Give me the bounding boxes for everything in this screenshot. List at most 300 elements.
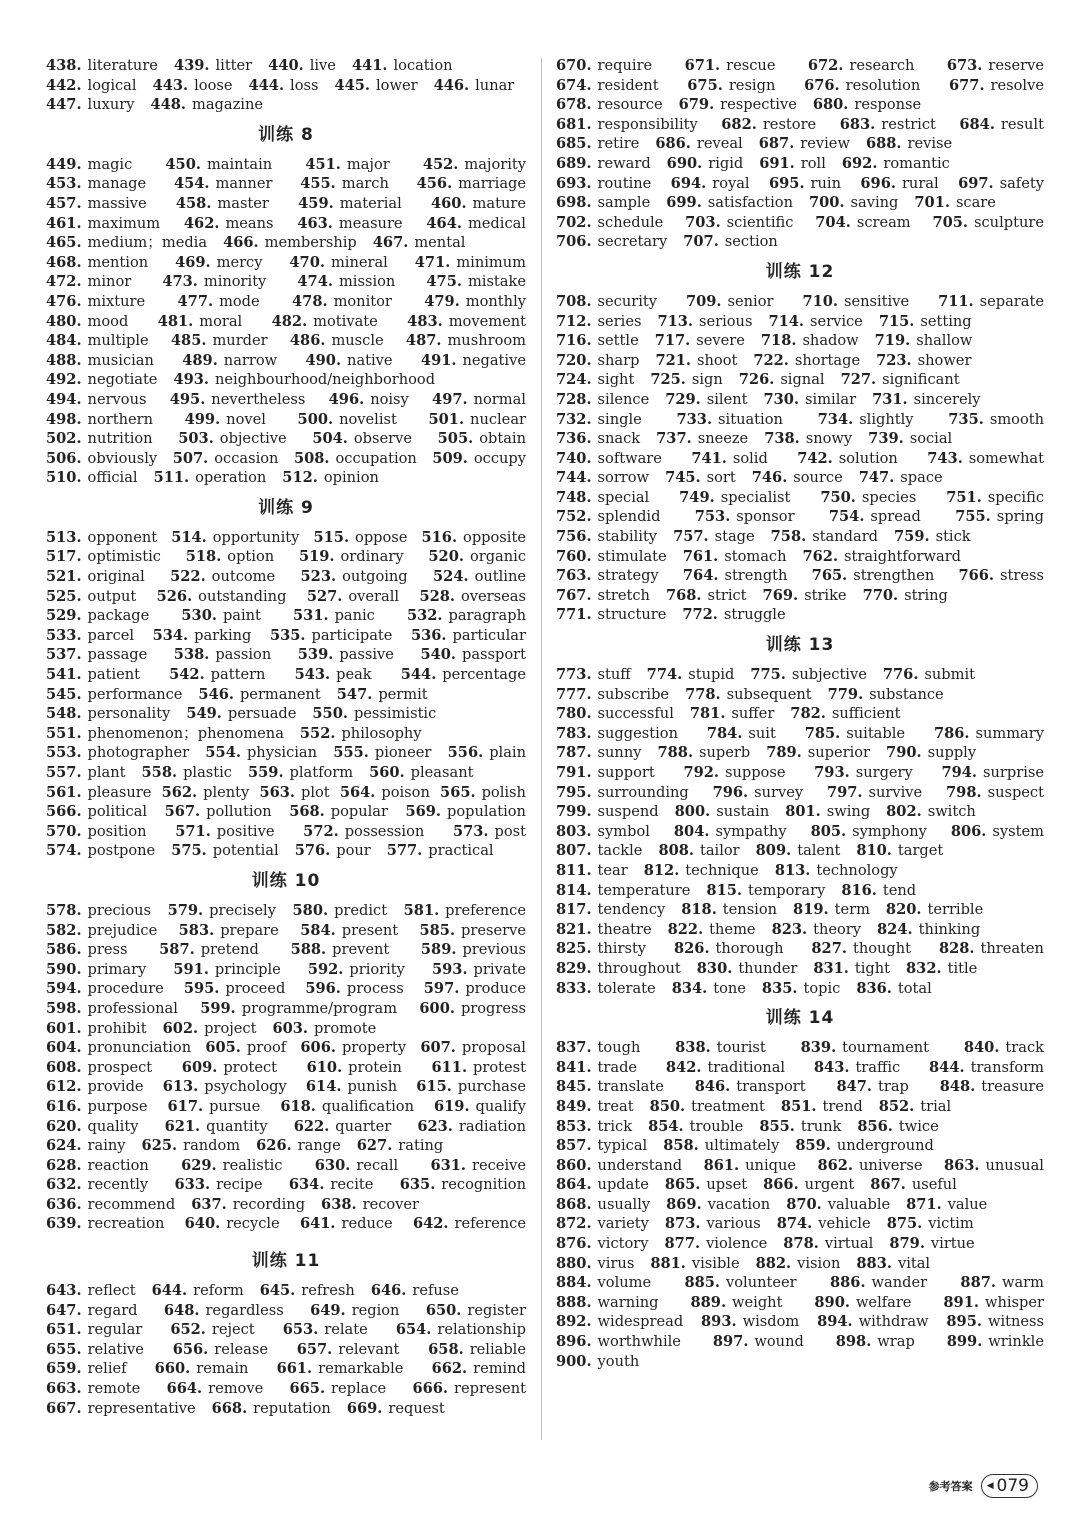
entry-number: 775. xyxy=(750,666,786,684)
vocab-entry xyxy=(811,822,927,842)
vocab-entry xyxy=(906,1195,987,1215)
vocab-entry xyxy=(763,1175,854,1195)
entry-word: tend xyxy=(882,881,917,899)
entry-number: 791. xyxy=(556,764,592,781)
entry-word: multiple xyxy=(87,332,149,350)
entry-number: 756. xyxy=(556,528,592,546)
entry-word: potential xyxy=(212,842,279,860)
entry-word: nevertheless xyxy=(211,390,306,408)
entry-word: surprise xyxy=(983,764,1044,781)
entry-number: 539. xyxy=(297,646,334,664)
entry-word: remote xyxy=(87,1380,141,1398)
entry-number: 476. xyxy=(46,292,82,310)
vocab-row xyxy=(556,56,1044,76)
vocab-entry xyxy=(178,292,260,312)
entry-number: 653. xyxy=(282,1321,319,1339)
entry-word: negotiate xyxy=(87,371,158,389)
entry-number: 814. xyxy=(556,881,592,899)
entry-word: pioneer xyxy=(374,744,432,762)
entry-number: 480. xyxy=(46,312,82,330)
vocab-entry xyxy=(371,1281,459,1301)
entry-number: 442. xyxy=(46,76,82,94)
entry-number: 766. xyxy=(958,567,995,585)
entry-word: proposal xyxy=(461,1039,526,1057)
entry-word: trial xyxy=(920,1097,952,1115)
entry-number: 530. xyxy=(181,607,217,625)
vocab-entry xyxy=(420,645,526,665)
vocab-entry xyxy=(750,665,867,685)
entry-number: 879. xyxy=(889,1235,925,1253)
vocab-entry xyxy=(556,1214,649,1234)
vocab-row xyxy=(556,783,1044,803)
entry-word: weight xyxy=(732,1293,783,1311)
entry-word: persuade xyxy=(227,705,297,723)
vocab-entry xyxy=(46,253,148,273)
page-number-badge xyxy=(981,1474,1038,1498)
vocab-entry xyxy=(959,115,1044,135)
vocab-entry xyxy=(272,312,378,332)
entry-word: virtue xyxy=(930,1235,975,1253)
vocab-entry xyxy=(759,1117,841,1137)
entry-number: 830. xyxy=(696,959,733,977)
entry-word: snack xyxy=(597,430,641,448)
entry-word: mention xyxy=(87,253,149,271)
entry-word: struggle xyxy=(723,606,786,624)
entry-word: victory xyxy=(597,1235,649,1253)
vocab-row xyxy=(556,1312,1044,1332)
vocab-entry xyxy=(927,449,1044,469)
vocab-entry xyxy=(434,1097,526,1117)
entry-word: motivate xyxy=(313,312,378,330)
entry-number: 457. xyxy=(46,194,82,212)
entry-number: 659. xyxy=(46,1360,82,1378)
entry-number: 644. xyxy=(151,1282,188,1300)
vocab-row xyxy=(46,940,526,960)
vocab-entry xyxy=(306,351,393,371)
entry-word: resolution xyxy=(845,76,921,94)
entry-word: live xyxy=(309,57,336,74)
entry-word: splendid xyxy=(597,508,661,526)
entry-number: 504. xyxy=(312,430,348,448)
entry-number: 519. xyxy=(298,548,335,566)
entry-number: 522. xyxy=(170,568,206,586)
entry-number: 445. xyxy=(334,76,371,94)
entry-number: 583. xyxy=(178,921,215,939)
entry-number: 548. xyxy=(46,705,82,723)
vocab-entry xyxy=(875,331,973,351)
entry-word: standard xyxy=(812,528,879,546)
entry-number: 846. xyxy=(694,1078,731,1096)
vocab-entry xyxy=(667,154,744,174)
entry-word: monthly xyxy=(465,292,526,310)
entry-number: 877. xyxy=(664,1235,701,1253)
vocab-entry xyxy=(813,959,890,979)
entry-number: 565. xyxy=(440,783,476,801)
vocab-entry xyxy=(802,292,909,312)
vocab-entry xyxy=(173,449,279,469)
entry-number: 513. xyxy=(46,528,82,546)
vocab-entry xyxy=(817,1156,922,1176)
entry-number: 649. xyxy=(310,1301,346,1319)
vocab-entry xyxy=(841,881,916,901)
vocab-row xyxy=(46,272,526,292)
entry-number: 836. xyxy=(856,979,892,997)
entry-number: 521. xyxy=(46,568,82,586)
vocab-row xyxy=(556,861,1044,881)
vocab-entry xyxy=(879,1097,951,1117)
entry-number: 678. xyxy=(556,96,592,114)
vocab-entry xyxy=(556,1195,650,1215)
vocab-entry xyxy=(830,1273,927,1293)
entry-word: result xyxy=(1000,115,1044,133)
vocab-entry xyxy=(256,1136,341,1156)
entry-number: 858. xyxy=(663,1137,699,1155)
vocab-entry xyxy=(46,567,145,587)
vocab-entry xyxy=(46,1156,149,1176)
entry-word: shadow xyxy=(802,332,859,350)
entry-word: suit xyxy=(748,724,776,742)
vocab-entry xyxy=(404,901,526,921)
entry-word: ordinary xyxy=(340,548,404,566)
vocab-entry xyxy=(836,1332,915,1352)
vocab-entry xyxy=(46,724,284,744)
vocab-row xyxy=(46,1359,526,1379)
vocab-entry xyxy=(46,194,147,214)
entry-number: 517. xyxy=(46,548,82,566)
entry-word: preserve xyxy=(461,921,526,939)
vocab-entry xyxy=(556,1254,634,1274)
entry-number: 440. xyxy=(268,57,304,74)
entry-word: master xyxy=(217,194,269,212)
entry-word: suggestion xyxy=(597,724,678,742)
vocab-entry xyxy=(306,1077,397,1097)
entry-word: strike xyxy=(804,586,847,604)
vocab-entry xyxy=(411,626,526,646)
vocab-entry xyxy=(679,95,797,115)
entry-word: strength xyxy=(724,567,788,585)
entry-number: 676. xyxy=(804,76,840,94)
entry-word: sign xyxy=(691,371,723,389)
entry-word: straightforward xyxy=(844,547,962,565)
vocab-entry xyxy=(681,900,777,920)
section-heading: 训练 11 xyxy=(251,1251,321,1272)
entry-number: 498. xyxy=(46,410,82,428)
vocab-entry xyxy=(556,331,639,351)
entry-word: suitable xyxy=(846,724,906,742)
vocab-entry xyxy=(863,586,948,606)
entry-number: 646. xyxy=(370,1282,407,1300)
vocab-entry xyxy=(420,1038,526,1058)
entry-number: 651. xyxy=(46,1321,82,1339)
entry-word: massive xyxy=(87,194,147,212)
vocab-row xyxy=(46,783,526,803)
vocab-entry xyxy=(868,429,952,449)
entry-word: ultimately xyxy=(704,1137,780,1155)
entry-number: 789. xyxy=(766,744,802,762)
entry-number: 856. xyxy=(857,1117,893,1135)
entry-word: recording xyxy=(232,1195,306,1213)
entry-word: location xyxy=(393,57,453,74)
vocab-entry xyxy=(46,901,151,921)
entry-word: thought xyxy=(852,940,912,958)
entry-word: saving xyxy=(850,194,899,212)
entry-number: 881. xyxy=(650,1254,686,1272)
entry-word: strengthen xyxy=(853,567,935,585)
entry-word: various xyxy=(706,1215,761,1233)
entry-word: reference xyxy=(454,1215,526,1233)
entry-word: sponsor xyxy=(736,508,795,526)
entry-number: 724. xyxy=(556,371,592,389)
section-heading: 训练 10 xyxy=(251,870,321,891)
vocab-entry xyxy=(169,665,265,685)
entry-number: 726. xyxy=(738,371,775,389)
vocab-entry xyxy=(766,743,870,763)
entry-word: recall xyxy=(356,1156,399,1174)
vocab-entry xyxy=(165,1117,268,1137)
entry-number: 848. xyxy=(939,1078,976,1096)
entry-word: reaction xyxy=(87,1156,149,1174)
entry-number: 820. xyxy=(885,901,922,919)
entry-number: 793. xyxy=(814,764,850,781)
entry-word: quantity xyxy=(206,1117,268,1135)
entry-number: 800. xyxy=(674,803,711,821)
vocab-row xyxy=(46,1038,526,1058)
entry-word: option xyxy=(227,548,275,566)
entry-word: virtual xyxy=(824,1235,874,1253)
entry-word: vision xyxy=(797,1254,841,1272)
entry-number: 658. xyxy=(428,1340,464,1358)
vocab-row xyxy=(556,1156,1044,1176)
entry-word: treat xyxy=(597,1097,634,1115)
entry-number: 444. xyxy=(248,76,285,94)
entry-word: pleasure xyxy=(87,783,152,801)
entry-word: sample xyxy=(597,194,651,212)
entry-word: relevant xyxy=(338,1340,400,1358)
entry-number: 610. xyxy=(306,1058,343,1076)
vocab-entry xyxy=(556,213,663,233)
entry-word: stimulate xyxy=(597,547,667,565)
entry-word: objective xyxy=(219,430,287,448)
entry-number: 745. xyxy=(665,469,701,487)
entry-word: occupy xyxy=(473,449,526,467)
vocab-entry xyxy=(163,1019,257,1039)
entry-number: 472. xyxy=(46,273,82,291)
vocab-entry xyxy=(315,1156,398,1176)
entry-word: loss xyxy=(290,76,319,94)
entry-number: 466. xyxy=(223,234,259,252)
vocab-entry xyxy=(299,547,404,567)
vocab-entry xyxy=(556,1097,634,1117)
vocab-entry xyxy=(212,1399,331,1419)
vocab-entry xyxy=(46,921,157,941)
entry-word: occasion xyxy=(214,449,279,467)
entry-word: nutrition xyxy=(87,430,153,448)
vocab-entry xyxy=(289,1175,374,1195)
entry-word: technology xyxy=(816,861,898,879)
vocab-entry xyxy=(400,1175,526,1195)
vocab-entry xyxy=(46,331,149,351)
entry-word: total xyxy=(897,979,932,997)
vocab-entry xyxy=(856,1254,930,1274)
entry-word: universe xyxy=(859,1156,923,1174)
entry-number: 512. xyxy=(282,469,318,487)
entry-word: sincerely xyxy=(913,390,981,408)
entry-word: tear xyxy=(597,861,628,879)
vocab-entry xyxy=(184,979,285,999)
entry-word: proceed xyxy=(225,980,286,998)
vocab-entry xyxy=(958,174,1044,194)
vocab-entry xyxy=(162,783,250,803)
entry-number: 731. xyxy=(872,390,908,408)
entry-number: 844. xyxy=(929,1058,965,1076)
entry-word: mixture xyxy=(87,292,146,310)
vocab-entry xyxy=(556,1136,647,1156)
entry-number: 560. xyxy=(369,764,405,781)
entry-word: pour xyxy=(336,842,371,860)
vocab-entry xyxy=(814,1293,911,1313)
entry-word: restrict xyxy=(881,115,936,133)
entry-number: 847. xyxy=(836,1078,873,1096)
vocab-entry xyxy=(818,410,914,430)
entry-number: 710. xyxy=(802,292,838,310)
vocab-entry xyxy=(556,802,659,822)
entry-number: 827. xyxy=(811,940,847,958)
entry-number: 872. xyxy=(556,1215,592,1233)
entry-word: widespread xyxy=(597,1313,684,1331)
entry-number: 578. xyxy=(46,901,82,919)
vocab-entry xyxy=(198,685,320,705)
entry-word: prepare xyxy=(220,921,279,939)
vocab-entry xyxy=(556,134,639,154)
vocab-row xyxy=(46,1077,526,1097)
vocab-row xyxy=(556,193,1044,213)
entry-word: silence xyxy=(597,390,650,408)
entry-word: luxury xyxy=(87,96,135,114)
vocab-entry xyxy=(756,1254,841,1274)
entry-number: 447. xyxy=(46,96,82,114)
entry-word: stability xyxy=(597,528,658,546)
entry-word: passion xyxy=(215,646,272,664)
entry-number: 540. xyxy=(420,646,456,664)
vocab-entry xyxy=(958,566,1044,586)
entry-word: typical xyxy=(597,1137,648,1155)
vocab-entry xyxy=(168,1097,261,1117)
vocab-row xyxy=(556,802,1044,822)
vocab-entry xyxy=(665,1214,761,1234)
vocab-entry xyxy=(407,312,526,332)
entry-number: 617. xyxy=(167,1097,204,1115)
entry-word: treatment xyxy=(691,1097,765,1115)
entry-word: pursue xyxy=(209,1097,261,1115)
entry-number: 868. xyxy=(556,1195,592,1213)
entry-word: press xyxy=(87,941,128,959)
entry-number: 487. xyxy=(405,332,442,350)
entry-word: present xyxy=(341,921,399,939)
entry-number: 788. xyxy=(657,744,694,762)
entry-number: 699. xyxy=(666,194,702,212)
entry-number: 686. xyxy=(655,135,691,153)
entry-word: passive xyxy=(339,646,394,664)
vocab-entry xyxy=(556,547,667,567)
vocab-entry xyxy=(268,56,336,76)
entry-word: serious xyxy=(699,312,753,330)
vocab-entry xyxy=(297,272,395,292)
vocab-entry xyxy=(690,704,774,724)
entry-number: 642. xyxy=(412,1215,449,1233)
vocab-row xyxy=(556,1293,1044,1313)
entry-word: routine xyxy=(597,174,652,192)
vocab-entry xyxy=(170,390,306,410)
entry-number: 861. xyxy=(703,1156,740,1174)
vocab-entry xyxy=(805,724,905,744)
entry-number: 666. xyxy=(412,1380,448,1398)
entry-number: 842. xyxy=(665,1058,702,1076)
entry-word: wisdom xyxy=(742,1313,800,1331)
vocab-entry xyxy=(396,1320,526,1340)
entry-number: 441. xyxy=(351,57,388,74)
left-column xyxy=(46,56,526,1418)
entry-number: 585. xyxy=(419,921,456,939)
entry-number: 481. xyxy=(157,312,194,330)
vocab-row xyxy=(556,704,1044,724)
entry-number: 568. xyxy=(289,803,325,821)
entry-word: recently xyxy=(87,1176,149,1194)
entry-word: temporary xyxy=(747,881,826,899)
entry-word: theory xyxy=(813,920,862,938)
vocab-row xyxy=(46,76,526,96)
vocab-entry xyxy=(947,56,1044,76)
vocab-entry xyxy=(677,410,783,430)
vocab-entry xyxy=(644,861,759,881)
vocab-entry xyxy=(369,763,473,783)
entry-word: qualify xyxy=(475,1097,526,1115)
entry-number: 501. xyxy=(428,410,465,428)
vocab-entry xyxy=(683,547,787,567)
entry-word: priority xyxy=(349,960,405,978)
vocab-entry xyxy=(415,253,526,273)
entry-word: peak xyxy=(336,666,372,684)
vocab-entry xyxy=(556,429,640,449)
entry-number: 607. xyxy=(420,1039,456,1057)
entry-word: terrible xyxy=(927,901,984,919)
entry-number: 832. xyxy=(906,959,942,977)
entry-number: 553. xyxy=(46,744,82,762)
vocab-row xyxy=(556,134,1044,154)
entry-number: 733. xyxy=(676,410,713,428)
vocab-entry xyxy=(185,410,266,430)
entry-number: 590. xyxy=(46,960,82,978)
entry-word: royal xyxy=(712,174,750,192)
vocab-entry xyxy=(46,174,146,194)
vocab-row xyxy=(46,194,526,214)
entry-word: pronunciation xyxy=(87,1039,192,1057)
vocab-entry xyxy=(684,1273,796,1293)
entry-number: 511. xyxy=(153,469,190,487)
entry-number: 665. xyxy=(289,1380,326,1398)
vocab-entry xyxy=(352,56,453,76)
entry-number: 687. xyxy=(758,135,795,153)
entry-word: preference xyxy=(445,901,526,919)
entry-number: 523. xyxy=(300,568,337,586)
entry-number: 746. xyxy=(751,469,788,487)
vocab-entry xyxy=(413,1214,526,1234)
entry-number: 706. xyxy=(556,233,592,251)
entry-number: 664. xyxy=(166,1380,203,1398)
entry-number: 845. xyxy=(556,1078,592,1096)
entry-number: 647. xyxy=(46,1301,82,1319)
entry-number: 831. xyxy=(813,959,849,977)
entry-number: 778. xyxy=(685,685,721,703)
